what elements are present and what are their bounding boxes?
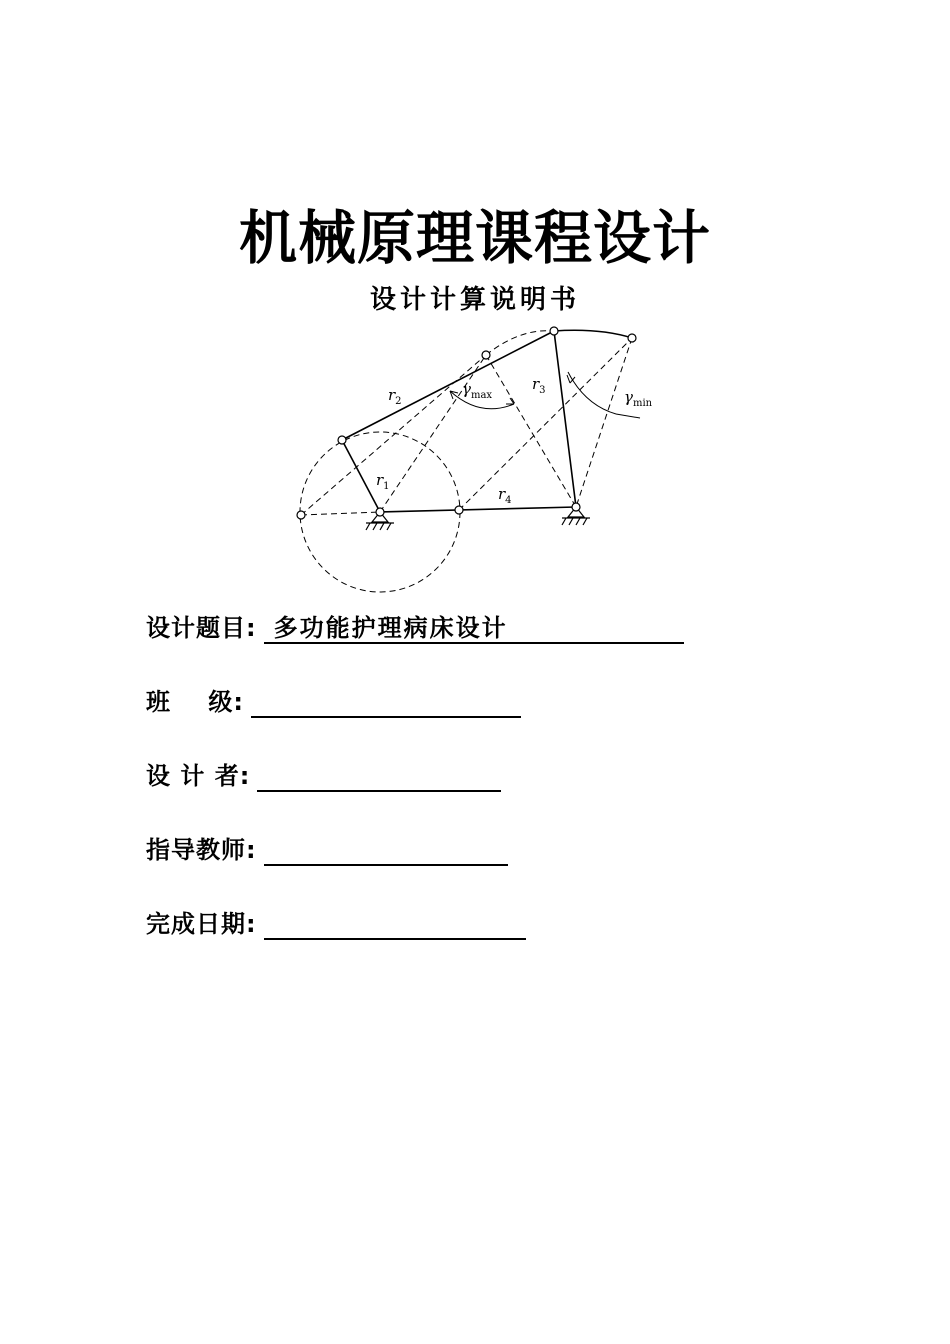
advisor-label: 指导教师 [146, 836, 246, 864]
date-input[interactable] [264, 908, 526, 940]
joint-o2 [572, 503, 580, 511]
label-r4: $r_4$ [498, 485, 512, 506]
date-colon: : [246, 910, 256, 938]
advisor-input[interactable] [264, 834, 508, 866]
joint-b [550, 327, 558, 335]
field-advisor [146, 826, 508, 866]
field-class [146, 678, 521, 718]
class-input[interactable] [251, 686, 521, 718]
designer-colon: : [239, 762, 250, 790]
link-r2 [342, 331, 554, 440]
label-r2: $r_2$ [388, 386, 402, 407]
link-r1 [342, 440, 380, 512]
field-designer [146, 752, 501, 792]
label-r3: $r_3$ [532, 375, 546, 396]
cover-subtitle: 设计计算说明书 [369, 285, 580, 315]
label-gamma-max: $\gamma_{max}$ [462, 380, 493, 401]
advisor-colon: : [246, 836, 256, 864]
rocker-arc [554, 330, 632, 338]
link-r3 [554, 331, 576, 507]
topic-colon: : [246, 614, 256, 642]
label-r1: $r_1$ [376, 471, 390, 492]
joint-a [338, 436, 346, 444]
date-label: 完成日期 [146, 910, 246, 938]
dashed-line-d [576, 338, 632, 507]
dashed-line-a [301, 355, 486, 515]
joint-mid [455, 506, 463, 514]
ground-link-r4 [380, 507, 576, 512]
designer-input[interactable] [257, 760, 501, 792]
topic-input[interactable]: 多功能护理病床设计 [264, 612, 684, 644]
topic-label: 设计题目 [146, 614, 246, 642]
four-bar-linkage-diagram [290, 322, 670, 598]
joint-left [297, 511, 305, 519]
joint-b-prime [482, 351, 490, 359]
joint-b-dprime [628, 334, 636, 342]
dashed-line-c [459, 338, 632, 510]
cover-title: 机械原理课程设计 [238, 204, 711, 272]
joint-o1 [376, 508, 384, 516]
field-date [146, 900, 526, 940]
class-colon: : [233, 688, 244, 716]
designer-label: 设 计 者 [146, 762, 240, 790]
gamma-min-leader [616, 414, 640, 418]
field-topic [146, 604, 684, 644]
label-gamma-min: $\gamma_{min}$ [624, 388, 653, 409]
coupler-arc [486, 331, 554, 355]
class-label: 班 级 [146, 688, 234, 716]
dashed-ground-ext [301, 512, 380, 515]
